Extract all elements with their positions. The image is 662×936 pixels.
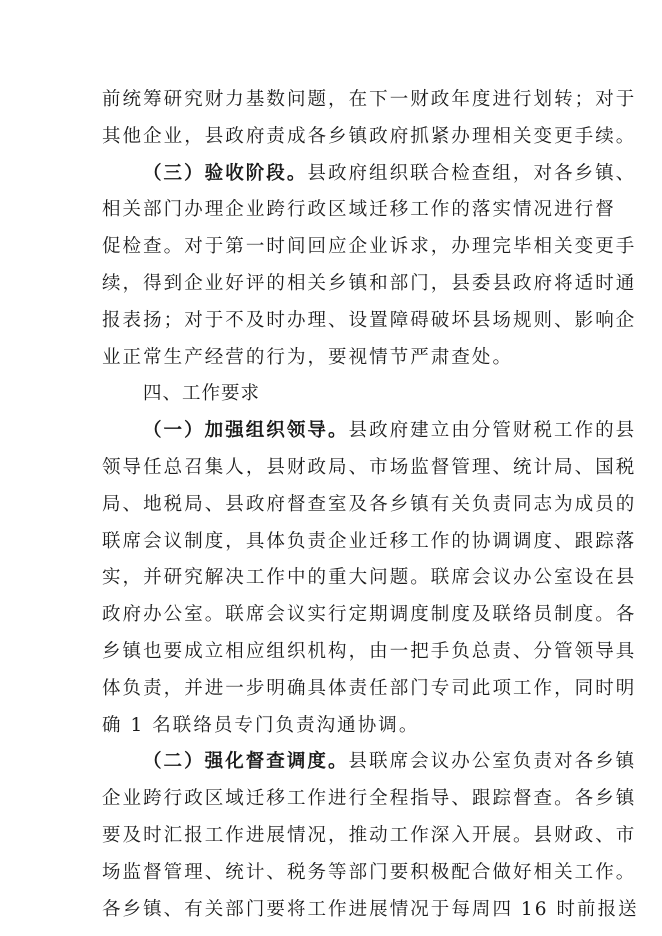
paragraph-line: 乡镇也要成立相应组织机构，由一把手负总责、分管领导具 xyxy=(102,640,637,662)
section-heading-work-requirements: 四、工作要求 xyxy=(143,383,261,405)
paragraph-line: 其他企业，县政府责成各乡镇政府抓紧办理相关变更手续。 xyxy=(102,125,637,147)
subsection-text: 县政府建立由分管财税工作的县 xyxy=(348,420,637,442)
document-page xyxy=(102,82,639,928)
paragraph-line: 报表扬；对于不及时办理、设置障碍破坏县场规则、影响企 xyxy=(102,309,637,331)
paragraph-line: 相关部门办理企业跨行政区域迁移工作的落实情况进行督 xyxy=(102,199,616,221)
paragraph-line: 联席会议制度，具体负责企业迁移工作的协调调度、跟踪落 xyxy=(102,530,637,552)
subsection-title: （二）强化督查调度。 xyxy=(143,751,349,773)
paragraph-line: 促检查。对于第一时间回应企业诉求，办理完毕相关变更手 xyxy=(102,236,637,258)
paragraph-line: 领导任总召集人，县财政局、市场监督管理、统计局、国税 xyxy=(102,456,637,478)
subsection-title: （三）验收阶段。 xyxy=(143,162,308,184)
subsection-text: 县政府组织联合检查组，对各乡镇、 xyxy=(307,162,637,184)
paragraph-line: 业正常生产经营的行为，要视情节严肃查处。 xyxy=(102,346,514,368)
paragraph-line: 实，并研究解决工作中的重大问题。联席会议办公室设在县 xyxy=(102,567,637,589)
paragraph-line: 场监督管理、统计、税务等部门要积极配合做好相关工作。 xyxy=(102,861,637,883)
paragraph-line: 政府办公室。联席会议实行定期调度制度及联络员制度。各 xyxy=(102,604,637,626)
subsection-acceptance-stage xyxy=(102,156,637,193)
subsection-text: 县联席会议办公室负责对各乡镇 xyxy=(348,751,637,773)
paragraph-line: 续，得到企业好评的相关乡镇和部门，县委县政府将适时通 xyxy=(102,272,637,294)
paragraph-line: 体负责，并进一步明确具体责任部门专司此项工作，同时明 xyxy=(102,677,637,699)
paragraph-line: 各乡镇、有关部门要将工作进展情况于每周四 16 时前报送 xyxy=(102,898,639,920)
paragraph-line: 局、地税局、县政府督查室及各乡镇有关负责同志为成员的 xyxy=(102,493,637,515)
subsection-supervision-scheduling xyxy=(102,744,637,781)
paragraph-line: 企业跨行政区域迁移工作进行全程指导、跟踪督查。各乡镇 xyxy=(102,788,637,810)
paragraph-line: 确 1 名联络员专门负责沟通协调。 xyxy=(102,714,420,736)
subsection-title: （一）加强组织领导。 xyxy=(143,420,349,442)
subsection-organization-leadership xyxy=(102,413,637,450)
paragraph-line: 要及时汇报工作进展情况，推动工作深入开展。县财政、市 xyxy=(102,824,637,846)
paragraph-line: 前统筹研究财力基数问题，在下一财政年度进行划转；对于 xyxy=(102,89,637,110)
